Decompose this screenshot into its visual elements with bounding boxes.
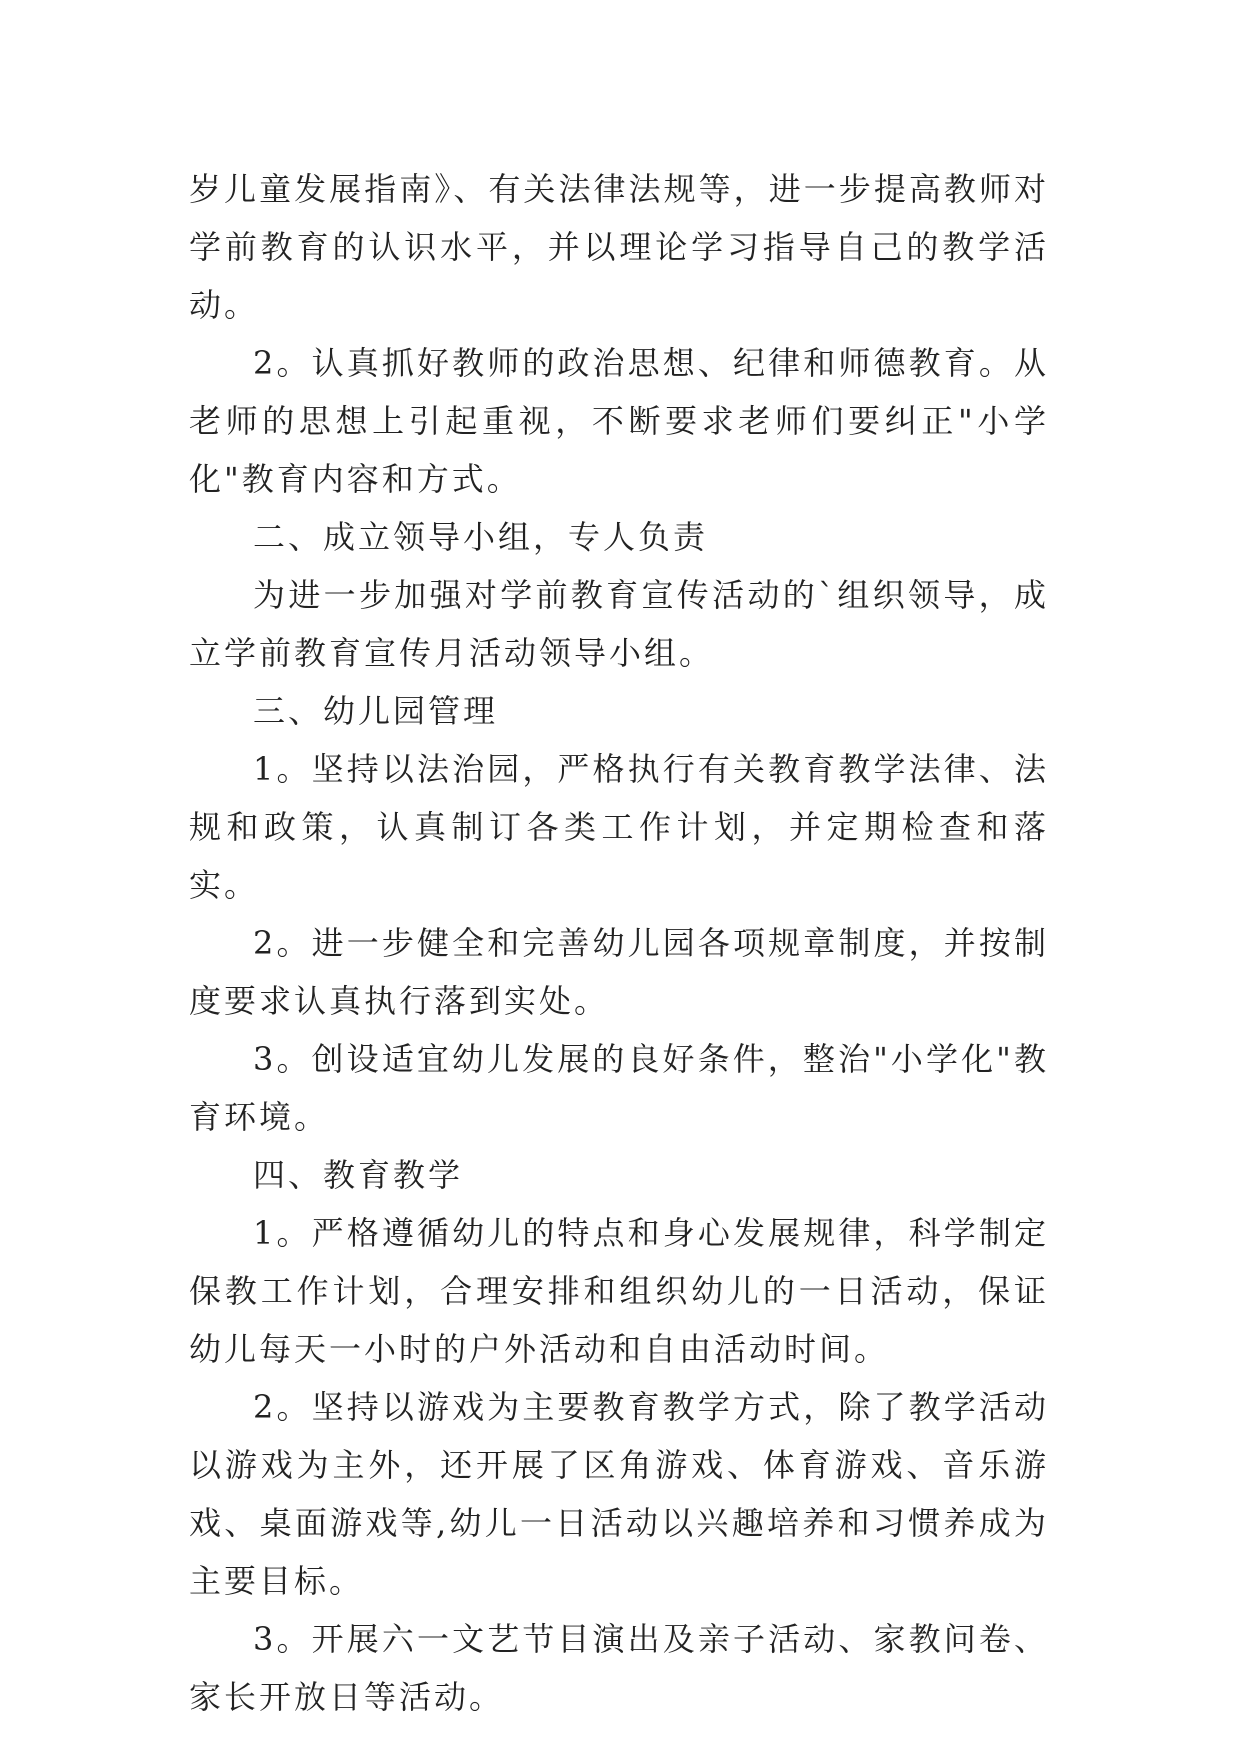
paragraph-leadership-group: 为进一步加强对学前教育宣传活动的`组织领导，成立学前教育宣传月活动领导小组。	[189, 576, 1049, 672]
section-heading-leadership-group: 二、成立领导小组，专人负责	[253, 518, 709, 556]
paragraph-teaching-item-2: 2。坚持以游戏为主要教育教学方式，除了教学活动以游戏为主外，还开展了区角游戏、体育游戏、音乐游戏、桌面游戏等,幼儿一日活动以兴趣培养和习惯养成为主要目标。	[189, 1388, 1049, 1600]
paragraph-management-item-2: 2。进一步健全和完善幼儿园各项规章制度，并按制度要求认真执行落到实处。	[189, 924, 1049, 1020]
paragraph-teaching-item-3: 3。开展六一文艺节目演出及亲子活动、家教问卷、家长开放日等活动。	[189, 1620, 1049, 1716]
document-body	[189, 160, 1049, 1726]
paragraph-management-item-1: 1。坚持以法治园，严格执行有关教育教学法律、法规和政策，认真制订各类工作计划，并定期检查和落实。	[189, 750, 1049, 904]
paragraph-teaching-item-1: 1。严格遵循幼儿的特点和身心发展规律，科学制定保教工作计划，合理安排和组织幼儿的一日活动，保证幼儿每天一小时的户外活动和自由活动时间。	[189, 1214, 1049, 1368]
section-heading-kindergarten-management: 三、幼儿园管理	[253, 692, 499, 730]
paragraph-continuation: 岁儿童发展指南》、有关法律法规等，进一步提高教师对学前教育的认识水平，并以理论学习指导自己的教学活动。	[189, 170, 1049, 324]
section-heading-education-teaching: 四、教育教学	[253, 1156, 464, 1194]
paragraph-management-item-3: 3。创设适宜幼儿发展的良好条件，整治"小学化"教育环境。	[189, 1040, 1049, 1136]
paragraph-item-2-political-education: 2。认真抓好教师的政治思想、纪律和师德教育。从老师的思想上引起重视，不断要求老师们要纠正"小学化"教育内容和方式。	[189, 344, 1049, 498]
